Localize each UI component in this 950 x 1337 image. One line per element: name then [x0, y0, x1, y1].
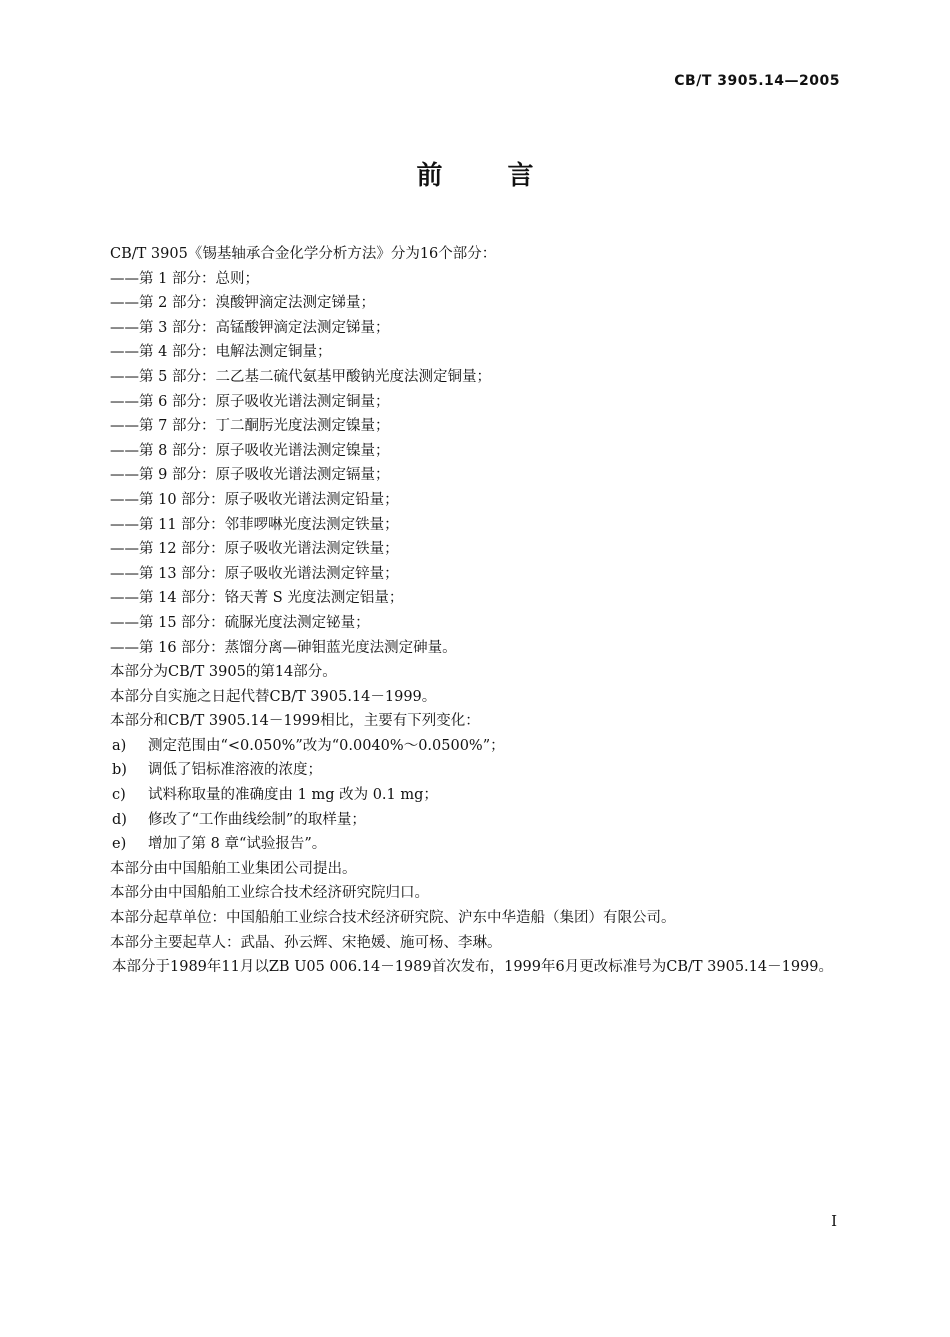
change-text: 试料称取量的准确度由 1 mg 改为 0.1 mg；: [148, 787, 438, 804]
change-marker: c): [112, 787, 126, 804]
change-marker: a): [112, 737, 127, 754]
part-item-16: ——第 16 部分：蒸馏分离—砷钼蓝光度法测定砷量。: [110, 639, 457, 656]
change-text: 测定范围由“<0.050%”改为“0.0040%～0.0500%”；: [148, 737, 505, 754]
part-item-2: ——第 2 部分：溴酸钾滴定法测定锑量；: [110, 295, 375, 312]
change-text: 调低了铝标准溶液的浓度；: [148, 762, 322, 779]
statement-centralized-by: 本部分由中国船舶工业综合技术经济研究院归口。: [110, 885, 429, 902]
foreword-body: [110, 242, 855, 980]
change-item-c: [110, 783, 855, 808]
statement-replaces: 本部分自实施之日起代替CB/T 3905.14－1999。: [110, 688, 437, 705]
part-item-8: ——第 8 部分：原子吸收光谱法测定镍量；: [110, 442, 390, 459]
change-marker: e): [112, 836, 127, 853]
change-marker: b): [112, 762, 127, 779]
statement-drafting-units: 本部分起草单位：中国船舶工业综合技术经济研究院、沪东中华造船（集团）有限公司。: [110, 910, 676, 927]
part-item-1: ——第 1 部分：总则；: [110, 270, 259, 287]
change-item-a: [110, 734, 855, 759]
part-item-5: ——第 5 部分：二乙基二硫代氨基甲酸钠光度法测定铜量；: [110, 368, 491, 385]
part-item-9: ——第 9 部分：原子吸收光谱法测定镉量；: [110, 467, 390, 484]
change-marker: d): [112, 811, 127, 828]
part-item-13: ——第 13 部分：原子吸收光谱法测定锌量；: [110, 565, 399, 582]
standard-number: CB/T 3905.14—2005: [674, 73, 840, 89]
change-text: 修改了“工作曲线绘制”的取样量；: [148, 811, 366, 828]
part-item-11: ——第 11 部分：邻菲啰啉光度法测定铁量；: [110, 516, 399, 533]
change-text: 增加了第 8 章“试验报告”。: [148, 836, 327, 853]
change-item-d: [110, 808, 855, 833]
part-item-12: ——第 12 部分：原子吸收光谱法测定铁量；: [110, 541, 399, 558]
statement-changes-intro: 本部分和CB/T 3905.14－1999相比，主要有下列变化：: [110, 713, 480, 730]
part-item-4: ——第 4 部分：电解法测定铜量；: [110, 344, 332, 361]
statement-drafters: 本部分主要起草人：武晶、孙云辉、宋艳媛、施可杨、李琳。: [110, 934, 502, 951]
statement-history: 本部分于1989年11月以ZB U05 006.14－1989首次发布，1999年6月更改标准号为CB/T 3905.14－1999。: [112, 959, 834, 976]
change-item-b: [110, 758, 855, 783]
part-item-15: ——第 15 部分：硫脲光度法测定铋量；: [110, 614, 370, 631]
intro-line: CB/T 3905《锡基轴承合金化学分析方法》分为16个部分：: [110, 246, 497, 262]
part-item-10: ——第 10 部分：原子吸收光谱法测定铅量；: [110, 491, 399, 508]
statement-proposed-by: 本部分由中国船舶工业集团公司提出。: [110, 860, 357, 877]
part-item-3: ——第 3 部分：高锰酸钾滴定法测定锑量；: [110, 319, 390, 336]
changes-list: [110, 734, 855, 857]
page-number: I: [831, 1212, 837, 1230]
parts-list: [110, 267, 855, 661]
statement-part-number: 本部分为CB/T 3905的第14部分。: [110, 664, 337, 681]
part-item-7: ——第 7 部分：丁二酮肟光度法测定镍量；: [110, 418, 390, 435]
part-item-6: ——第 6 部分：原子吸收光谱法测定铜量；: [110, 393, 390, 410]
page-title: 前 言: [416, 161, 562, 191]
part-item-14: ——第 14 部分：铬天菁 S 光度法测定铝量；: [110, 590, 404, 607]
change-item-e: [110, 832, 855, 857]
